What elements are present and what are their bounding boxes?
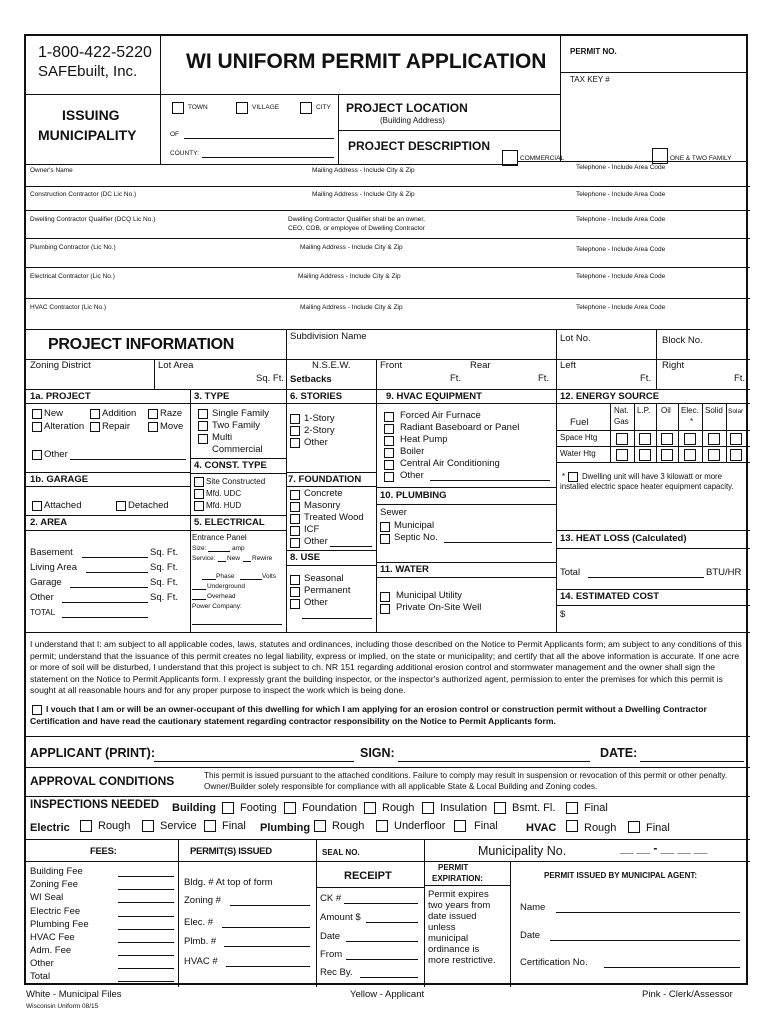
foundation-other-checkbox[interactable] bbox=[290, 538, 300, 548]
hvac-final-checkbox[interactable] bbox=[628, 821, 640, 833]
garage-section-title: 1b. GARAGE bbox=[30, 474, 89, 485]
mfd-udc-checkbox[interactable] bbox=[194, 489, 204, 499]
space-elec-checkbox[interactable] bbox=[684, 433, 696, 445]
village-checkbox[interactable] bbox=[236, 102, 248, 114]
building-final-checkbox[interactable] bbox=[566, 802, 578, 814]
plumbing-contractor-label: Plumbing Contractor (Lic No.) bbox=[30, 244, 116, 251]
issuing-label: ISSUING bbox=[62, 107, 120, 123]
foundation-section-title: 7. FOUNDATION bbox=[288, 474, 362, 485]
insulation-checkbox[interactable] bbox=[422, 802, 434, 814]
new-checkbox[interactable] bbox=[32, 409, 42, 419]
footer-pink: Pink - Clerk/Assessor bbox=[642, 989, 733, 1000]
vouch-text: I vouch that I am or will be an owner-occupant of this dwelling for which I am applying for an erosion control or construction permit without a Dwelling Contractor Certification and have read the cautionary statement regarding contractor responsibility on the Notice to Permit Applicants form. bbox=[30, 704, 707, 726]
alteration-checkbox[interactable] bbox=[32, 422, 42, 432]
plumbing-section-title: 10. PLUMBING bbox=[380, 490, 447, 501]
company: SAFEbuilt, Inc. bbox=[38, 63, 138, 80]
permanent-checkbox[interactable] bbox=[290, 587, 300, 597]
estimated-cost-title: 14. ESTIMATED COST bbox=[560, 591, 660, 602]
two-story-checkbox[interactable] bbox=[290, 426, 300, 436]
hvac-contractor-label: HVAC Contractor (Lic No.) bbox=[30, 304, 107, 311]
energy-section-title: 12. ENERGY SOURCE bbox=[560, 391, 660, 402]
water-natgas-checkbox[interactable] bbox=[616, 449, 628, 461]
receipt-title: RECEIPT bbox=[344, 870, 392, 882]
two-family-checkbox[interactable] bbox=[198, 421, 208, 431]
water-solid-checkbox[interactable] bbox=[708, 449, 720, 461]
applicant-print-label: APPLICANT (PRINT): bbox=[30, 746, 155, 760]
use-other-checkbox[interactable] bbox=[290, 599, 300, 609]
water-elec-checkbox[interactable] bbox=[684, 449, 696, 461]
private-well-checkbox[interactable] bbox=[380, 604, 390, 614]
page-title: WI UNIFORM PERMIT APPLICATION bbox=[186, 50, 547, 73]
permits-issued-title: PERMIT(S) ISSUED bbox=[190, 846, 272, 857]
area-section-title: 2. AREA bbox=[30, 517, 68, 528]
electric-rough-checkbox[interactable] bbox=[80, 820, 92, 832]
underfloor-checkbox[interactable] bbox=[376, 820, 388, 832]
electric-service-checkbox[interactable] bbox=[142, 820, 154, 832]
permit-form: 1-800-422-5220 SAFEbuilt, Inc. WI UNIFORM PERMIT APPLICATION PERMIT NO. TAX KEY # ISSUING MUNICIPALITY TOWN VILLAGE CITY OF COUNTY: PROJECT LOCATION (Building Address) PROJECT DESCRIPTION COMMERCIAL ONE & TWO FAMILY Owner's Name Mailing Address - Include City & Zip Telephone - Include Area Code Construction Contractor (DC Lic No.) Mailing Address - Include City & Zip Telephone - Include Area Code Dwelling Contractor Qualifier (DCQ Lic No.) Dwelling Contractor Qualifier shall be an owner, CEO, COB, or employee of Dwelling Contractor Telephone - Include Area Code Plumbing Contractor (Lic No.) Mailing Address - Include City & Zip Telephone - Include Area Code Electrical Contractor (Lic No.) Mailing Address - Include City & Zip Telephone - Include Area Code HVAC Contractor (Lic No.) Mailing Address - Include City & Zip Telephone - Include Area Code PROJECT INFORMATION Subdivision Name Lot No. Block No. Zoning District Lot Area Sq. Ft. N.S.E.W. Setbacks Front Ft. Rear Ft. Left Ft. Right Ft. 1a. PROJECT New Addition Raze Alteration Repair Move Other 1b. GARAGE Attached Detached 2. AREA Basement Sq. Ft. Living Area Sq. Ft. Garage Sq. Ft. Other Sq. Ft. TOTAL 3. TYPE Single Family Two Family Multi Commercial 4. CONST. TYPE Site Constructed Mfd. UDC Mfd. HUD 5. ELECTRICAL Entrance Panel Size: amp Service: New Rewire Phase Volts Underground Overhead Power Company: 6. STORIES 1-Story 2-Story Other 7. FOUNDATION Concrete Masonry Treated Wood ICF Other 8. USE Seasonal Permanent Other 9. HVAC EQUIPMENT Forced Air Furnace Radiant Baseboard or Panel Heat Pump Boiler Central Air Conditioning Other 10. PLUMBING Sewer Municipal Septic No. 11. WATER Municipal Utility Private On-Site Well 12. ENERGY SOURCE Fuel Nat. Gas L.P. Oil Elec. * Solid Solar Space Htg Water Htg * Dwelling unit will have 3 kilowatt or more installed electric space heater equipment capacity. 13. HEAT LOSS (Calculated) Total BTU/HR 14. ESTIMATED COST $ I understand that I: am subject to all applicable codes, laws, statutes and ordinances, including those described on the Notice to Permit Applicants form; am subject to any conditions of this permit; understand that the issuance of this permit creates no legal liability, express or implied, on the state or municipality; and certify that all the above information is accurate. If one acre or more of soil will be disturbed, I understand that this project is subject to ch. NR 151 regarding additional erosion control and stormwater management and the owner shall sign the statement on the Notice to Permit Applicants form. I expressly grant the building inspector, or the inspector's authorized agent, permission to enter the premises for which this permit is sought at all reasonable hours and for any proper purpose to inspect the work which is being done. I vouch that I am or will be an owner-occupant of this dwelling for which I am applying for an erosion control or construction permit without a Dwelling Contractor Certification and have read the cautionary statement regarding contractor responsibility on the Notice to Permit Applicants form. APPLICANT (PRINT): SIGN: DATE: APPROVAL CONDITIONS This permit is issued pursuant to the attached conditions. Failure to comply may result in suspension or revocation of this permit or other penalty. Owner/Builder solely responsible for compliance with all applicable State & Local Building and Zoning codes. INSPECTIONS NEEDED Building Footing Foundation Rough Insulation Bsmt. Fl. Final Electric Rough Service Final Plumbing Rough Underfloor Final HVAC Rough Final FEES: PERMIT(S) ISSUED SEAL NO. Municipality No. __ __ - __ __ __ Building Fee Zoning Fee WI Seal Electric Fee Plumbing Fee HVAC Fee Adm. Fee Other Total Bldg. # At top of form Zoning # Elec. # Plmb. # HVAC # RECEIPT CK # Amount $ Date From Rec By. PERMIT EXPIRATION: Permit expires two years from date issued unless municipal ordinance is more restrictive. PERMIT ISSUED BY MUNICIPAL AGENT: Name Date Certification No. bbox=[24, 34, 748, 985]
hvac-other-checkbox[interactable] bbox=[384, 472, 394, 482]
treated-wood-checkbox[interactable] bbox=[290, 514, 300, 524]
town-checkbox[interactable] bbox=[172, 102, 184, 114]
electrical-contractor-label: Electrical Contractor (Lic No.) bbox=[30, 273, 115, 280]
space-natgas-checkbox[interactable] bbox=[616, 433, 628, 445]
forced-air-checkbox[interactable] bbox=[384, 412, 394, 422]
hvac-rough-checkbox[interactable] bbox=[566, 820, 578, 832]
agreement-text: I understand that I: am subject to all applicable codes, laws, statutes and ordinances, including those described on the Notice to Permit Applicants form; am subject to any conditions of this permit; understand that the issuance of this permit creates no legal liability, express or implied, on the state or municipality; and certify that all the above information is accurate. If one acre or more of soil will be disturbed, I understand that this project is subject to ch. NR 151 regarding additional erosion control and stormwater management and the owner shall sign the statement on the Notice to Permit Applicants form. I expressly grant the building inspector, or the inspector's authorized agent, permission to enter the premises for which this permit is sought at all reasonable hours and for any proper purpose to inspect the work which is being done. bbox=[30, 639, 742, 695]
water-oil-checkbox[interactable] bbox=[661, 449, 673, 461]
project-description-label: PROJECT DESCRIPTION bbox=[348, 139, 491, 153]
tax-key-label: TAX KEY # bbox=[570, 75, 610, 84]
type-section-title: 3. TYPE bbox=[194, 391, 230, 402]
single-family-checkbox[interactable] bbox=[198, 409, 208, 419]
project-information-title: PROJECT INFORMATION bbox=[48, 336, 235, 353]
bsmt-floor-checkbox[interactable] bbox=[494, 802, 506, 814]
water-section-title: 11. WATER bbox=[380, 564, 429, 575]
space-oil-checkbox[interactable] bbox=[661, 433, 673, 445]
phone: 1-800-422-5220 bbox=[38, 44, 152, 61]
multi-checkbox[interactable] bbox=[198, 434, 208, 444]
building-rough-checkbox[interactable] bbox=[364, 802, 376, 814]
project-location-label: PROJECT LOCATION bbox=[346, 101, 468, 115]
form-version: Wisconsin Uniform 08/15 bbox=[26, 1003, 99, 1010]
owner-name-label: Owner's Name bbox=[30, 167, 73, 174]
space-lp-checkbox[interactable] bbox=[639, 433, 651, 445]
dwelling-contractor-label: Dwelling Contractor Qualifier (DCQ Lic No.) bbox=[30, 216, 156, 223]
municipality-no-label: Municipality No. bbox=[478, 844, 567, 858]
move-checkbox[interactable] bbox=[148, 422, 158, 432]
municipality-label: MUNICIPALITY bbox=[38, 127, 137, 143]
masonry-checkbox[interactable] bbox=[290, 502, 300, 512]
inspections-title: INSPECTIONS NEEDED bbox=[30, 799, 160, 811]
boiler-checkbox[interactable] bbox=[384, 448, 394, 458]
mfd-hud-checkbox[interactable] bbox=[194, 501, 204, 511]
water-lp-checkbox[interactable] bbox=[639, 449, 651, 461]
seal-no-label: SEAL NO. bbox=[322, 848, 360, 857]
fees-title: FEES: bbox=[90, 846, 117, 857]
agent-title: PERMIT ISSUED BY MUNICIPAL AGENT: bbox=[544, 871, 698, 880]
footer-white: White - Municipal Files bbox=[26, 989, 122, 1000]
sign-label: SIGN: bbox=[360, 746, 395, 760]
municipal-sewer-checkbox[interactable] bbox=[380, 522, 390, 532]
icf-checkbox[interactable] bbox=[290, 526, 300, 536]
water-solar-checkbox[interactable] bbox=[730, 449, 742, 461]
const-type-title: 4. CONST. TYPE bbox=[194, 460, 267, 471]
space-solid-checkbox[interactable] bbox=[708, 433, 720, 445]
electrical-section-title: 5. ELECTRICAL bbox=[194, 517, 265, 528]
seasonal-checkbox[interactable] bbox=[290, 575, 300, 585]
heat-pump-checkbox[interactable] bbox=[384, 436, 394, 446]
project-section-title: 1a. PROJECT bbox=[30, 391, 91, 402]
site-constructed-checkbox[interactable] bbox=[194, 477, 204, 487]
plumbing-final-checkbox[interactable] bbox=[454, 820, 466, 832]
stories-section-title: 6. STORIES bbox=[290, 391, 343, 402]
permit-no-label: PERMIT NO. bbox=[570, 47, 617, 56]
footer-yellow: Yellow - Applicant bbox=[350, 989, 425, 1000]
one-story-checkbox[interactable] bbox=[290, 414, 300, 424]
central-air-checkbox[interactable] bbox=[384, 460, 394, 470]
city-checkbox[interactable] bbox=[300, 102, 312, 114]
use-section-title: 8. USE bbox=[290, 552, 321, 563]
hvac-section-title: 9. HVAC EQUIPMENT bbox=[386, 391, 482, 402]
space-solar-checkbox[interactable] bbox=[730, 433, 742, 445]
radiant-checkbox[interactable] bbox=[384, 424, 394, 434]
approval-conditions-title: APPROVAL CONDITIONS bbox=[30, 774, 175, 788]
foundation-insp-checkbox[interactable] bbox=[284, 802, 296, 814]
detached-checkbox[interactable] bbox=[116, 501, 126, 511]
septic-checkbox[interactable] bbox=[380, 534, 390, 544]
raze-checkbox[interactable] bbox=[148, 409, 158, 419]
project-other-checkbox[interactable] bbox=[32, 450, 42, 460]
plumbing-rough-checkbox[interactable] bbox=[314, 820, 326, 832]
stories-other-checkbox[interactable] bbox=[290, 438, 300, 448]
attached-checkbox[interactable] bbox=[32, 501, 42, 511]
footing-checkbox[interactable] bbox=[222, 802, 234, 814]
heat-loss-title: 13. HEAT LOSS (Calculated) bbox=[560, 533, 687, 544]
concrete-checkbox[interactable] bbox=[290, 490, 300, 500]
date-label: DATE: bbox=[600, 746, 638, 760]
electric-final-checkbox[interactable] bbox=[204, 820, 216, 832]
addition-checkbox[interactable] bbox=[90, 409, 100, 419]
repair-checkbox[interactable] bbox=[90, 422, 100, 432]
municipal-utility-checkbox[interactable] bbox=[380, 592, 390, 602]
construction-contractor-label: Construction Contractor (DC Lic No.) bbox=[30, 191, 137, 198]
